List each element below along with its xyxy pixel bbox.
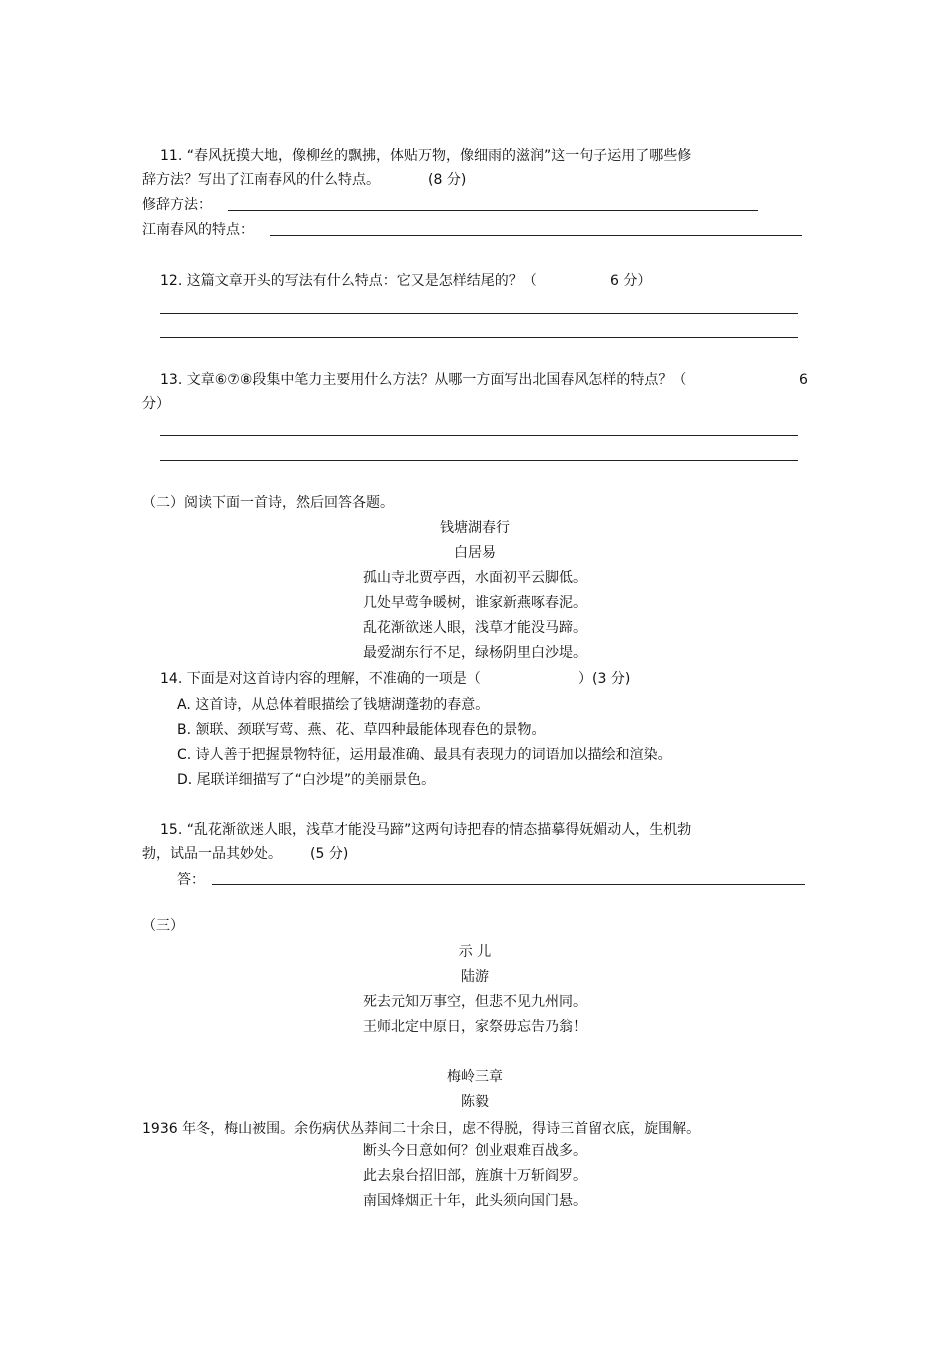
- q12-answer-line-1[interactable]: [160, 313, 798, 314]
- q11-rhetoric-label: 修辞方法：: [142, 197, 212, 213]
- poem-line: 几处早莺争暖树，谁家新燕啄春泥。: [363, 595, 587, 611]
- q13-answer-line-2[interactable]: [160, 460, 798, 461]
- q15-answer-line[interactable]: [212, 884, 805, 885]
- poem-title-shi-er: 示 儿: [458, 944, 492, 960]
- poem-title-qiantang: 钱塘湖春行: [440, 520, 510, 536]
- q11-rhetoric-answer-line[interactable]: [228, 210, 758, 211]
- q11-feature-answer-line[interactable]: [270, 235, 802, 236]
- poem-line: 孤山寺北贾亭西，水面初平云脚低。: [363, 570, 587, 586]
- poem-line: 死去元知万事空，但悲不见九州同。: [363, 994, 587, 1010]
- q11-feature-label: 江南春风的特点：: [142, 222, 254, 238]
- q15-line2: 勃，试品一品其妙处。: [142, 846, 282, 862]
- q12-score: 6 分）: [610, 273, 652, 289]
- poem-line: 王师北定中原日，家祭毋忘告乃翁！: [363, 1019, 587, 1035]
- q14-score: ）(3 分): [578, 671, 631, 687]
- poem-line: 南国烽烟正十年，此头须向国门悬。: [363, 1193, 587, 1209]
- q11-score: (8 分): [428, 172, 467, 188]
- poem-author-bai-juyi: 白居易: [454, 545, 496, 561]
- q13-answer-line-1[interactable]: [160, 435, 798, 436]
- poem-author-lu-you: 陆游: [461, 969, 489, 985]
- poem-title-meiling: 梅岭三章: [447, 1069, 503, 1085]
- poem-line: 此去泉台招旧部，旌旗十万斩阎罗。: [363, 1168, 587, 1184]
- q15-score: (5 分): [310, 846, 349, 862]
- q15-line1: 15. “乱花渐欲迷人眼，浅草才能没马蹄”这两句诗把春的情态描摹得妩媚动人，生机勃: [160, 822, 692, 838]
- poem-line: 最爱湖东行不足，绿杨阴里白沙堤。: [363, 645, 587, 661]
- poem-line: 断头今日意如何？创业艰难百战多。: [363, 1143, 587, 1159]
- q14-stem: 14. 下面是对这首诗内容的理解，不准确的一项是（: [160, 671, 481, 687]
- q11-line1: 11. “春风抚摸大地，像柳丝的飘拂，体贴万物，像细雨的滋润”这一句子运用了哪些修: [160, 148, 692, 164]
- q13-line1: 13. 文章⑥⑦⑧段集中笔力主要用什么方法？从哪一方面写出北国春风怎样的特点？（: [160, 372, 687, 388]
- q13-line2: 分）: [142, 396, 170, 412]
- poem-preface: 1936 年冬，梅山被围。余伤病伏丛莽间二十余日，虑不得脱，得诗三首留衣底，旋围解。: [142, 1121, 701, 1137]
- section3-heading: （三）: [142, 918, 184, 934]
- q13-score-number: 6: [799, 372, 808, 388]
- q12-text: 12. 这篇文章开头的写法有什么特点：它又是怎样结尾的？（: [160, 273, 537, 289]
- q14-option-a: A. 这首诗，从总体着眼描绘了钱塘湖蓬勃的春意。: [177, 697, 490, 713]
- q11-line2: 辞方法？写出了江南春风的什么特点。: [142, 172, 380, 188]
- q14-option-b: B. 颔联、颈联写莺、燕、花、草四种最能体现春色的景物。: [177, 722, 546, 738]
- poem-author-chen-yi: 陈毅: [461, 1094, 489, 1110]
- q14-option-d: D. 尾联详细描写了“白沙堤”的美丽景色。: [177, 772, 436, 788]
- poem-line: 乱花渐欲迷人眼，浅草才能没马蹄。: [363, 620, 587, 636]
- q14-option-c: C. 诗人善于把握景物特征，运用最准确、最具有表现力的词语加以描绘和渲染。: [177, 747, 672, 763]
- q15-answer-label: 答：: [177, 872, 205, 888]
- section2-heading: （二）阅读下面一首诗，然后回答各题。: [142, 495, 394, 511]
- q12-answer-line-2[interactable]: [160, 337, 798, 338]
